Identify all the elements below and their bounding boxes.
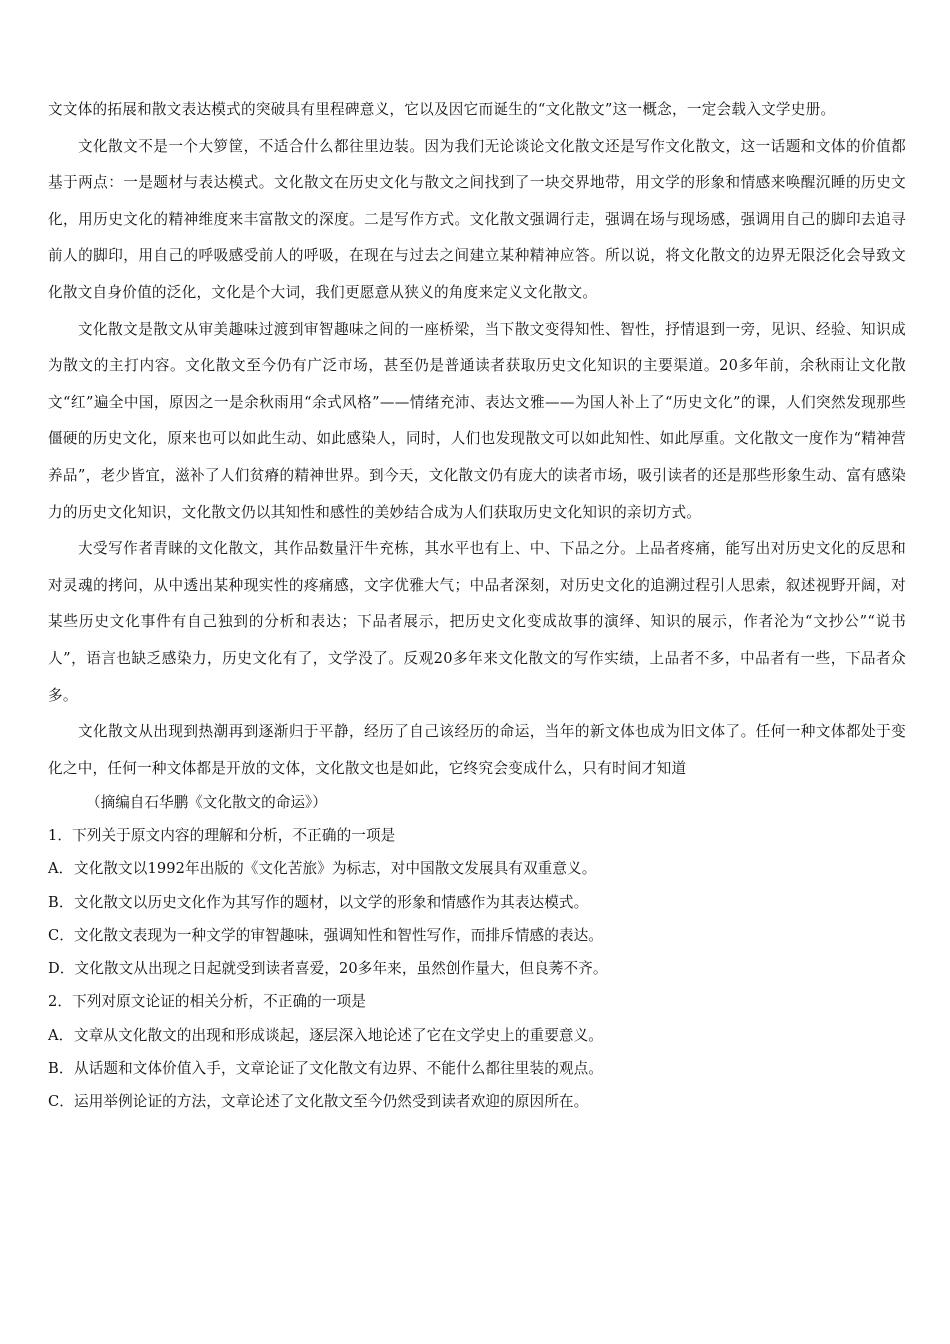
article-source: （摘编自石华鹏《文化散文的命运》） [86,794,327,812]
option-letter: B． [48,1059,74,1077]
question-2-option-a[interactable] [48,1019,906,1052]
option-letter: C． [48,1092,74,1110]
option-text: 文化散文从出现之日起就受到读者喜爱，20多年来，虽然创作量大，但良莠不齐。 [74,960,608,978]
question-1-stem: 1．下列关于原文内容的理解和分析，不正确的一项是 [48,827,396,845]
document-page [48,92,906,1118]
article-paragraph-5: 文化散文从出现到热潮再到逐渐归于平静，经历了自己该经历的命运，当年的新文体也成为旧文体了。任何一种文体都处于变化之中，任何一种文体都是开放的文体，文化散文也是如此，它终究会变成什么，只有时间才知道 [48,723,906,777]
question-1-option-c[interactable] [48,919,906,952]
option-text: 文化散文表现为一种文学的审智趣味，强调知性和智性写作，而排斥情感的表达。 [74,926,603,944]
option-letter: D． [48,960,75,978]
question-1-option-a[interactable] [48,852,906,885]
option-letter: A． [48,860,74,878]
question-1-option-b[interactable] [48,886,906,919]
article-paragraph-1: 文文体的拓展和散文表达模式的突破具有里程碑意义，它以及因它而诞生的“文化散文”这一概念，一定会载入文学史册。 [48,101,836,118]
question-1-option-d[interactable] [48,952,906,985]
question-2-option-b[interactable] [48,1052,906,1085]
option-letter: C． [48,926,74,944]
article-paragraph-2: 文化散文不是一个大箩筐，不适合什么都往里边装。因为我们无论谈论文化散文还是写作文化散文，这一话题和文体的价值都基于两点：一是题材与表达模式。文化散文在历史文化与散文之间找到了一块交界地带，用文学的形象和情感来唤醒沉睡的历史文化，用历史文化的精神维度来丰富散文的深度。二是写作方式。文化散文强调行走，强调在场与现场感，强调用自己的脚印去追寻前人的脚印，用自己的呼吸感受前人的呼吸，在现在与过去之间建立某种精神应答。所以说，将文化散文的边界无限泛化会导致文化散文自身价值的泛化，文化是个大词，我们更愿意从狭义的角度来定义文化散文。 [48,137,906,301]
question-2 [48,985,906,1118]
option-text: 文章从文化散文的出现和形成谈起，逐层深入地论述了它在文学史上的重要意义。 [74,1026,603,1044]
option-text: 文化散文以历史文化作为其写作的题材，以文学的形象和情感作为其表达模式。 [74,893,589,911]
option-text: 文化散文以1992年出版的《文化苦旅》为标志，对中国散文发展具有双重意义。 [74,860,597,878]
option-text: 从话题和文体价值入手，文章论证了文化散文有边界、不能什么都往里装的观点。 [74,1059,603,1077]
question-2-stem: 2．下列对原文论证的相关分析，不正确的一项是 [48,993,366,1011]
article-paragraph-4: 大受写作者青睐的文化散文，其作品数量汗牛充栋，其水平也有上、中、下品之分。上品者疼痛，能写出对历史文化的反思和对灵魂的拷问，从中透出某种现实性的疼痛感，文字优雅大气；中品者深刻，对历史文化的追溯过程引人思索，叙述视野开阔，对某些历史文化事件有自己独到的分析和表达；下品者展示，把历史文化变成故事的演绎、知识的展示，作者沦为“文抄公”“说书人”，语言也缺乏感染力，历史文化有了，文学没了。反观20多年来文化散文的写作实绩，上品者不多，中品者有一些，下品者众多。 [48,540,906,704]
article-paragraph-3: 文化散文是散文从审美趣味过渡到审智趣味之间的一座桥梁，当下散文变得知性、智性，抒情退到一旁，见识、经验、知识成为散文的主打内容。文化散文至今仍有广泛市场，甚至仍是普通读者获取历史文化知识的主要渠道。20多年前，余秋雨让文化散文“红”遍全中国，原因之一是余秋雨用“余式风格”——情绪充沛、表达文雅——为国人补上了“历史文化”的课，人们突然发现那些僵硬的历史文化，原来也可以如此生动、如此感染人，同时，人们也发现散文可以如此知性、如此厚重。文化散文一度作为“精神营养品”，老少皆宜，滋补了人们贫瘠的精神世界。到今天，文化散文仍有庞大的读者市场，吸引读者的还是那些形象生动、富有感染力的历史文化知识，文化散文仍以其知性和感性的美妙结合成为人们获取历史文化知识的亲切方式。 [48,320,906,521]
option-letter: B． [48,893,74,911]
question-2-option-c[interactable] [48,1085,906,1118]
option-letter: A． [48,1026,74,1044]
option-text: 运用举例论证的方法，文章论述了文化散文至今仍然受到读者欢迎的原因所在。 [74,1092,589,1110]
question-1 [48,819,906,985]
